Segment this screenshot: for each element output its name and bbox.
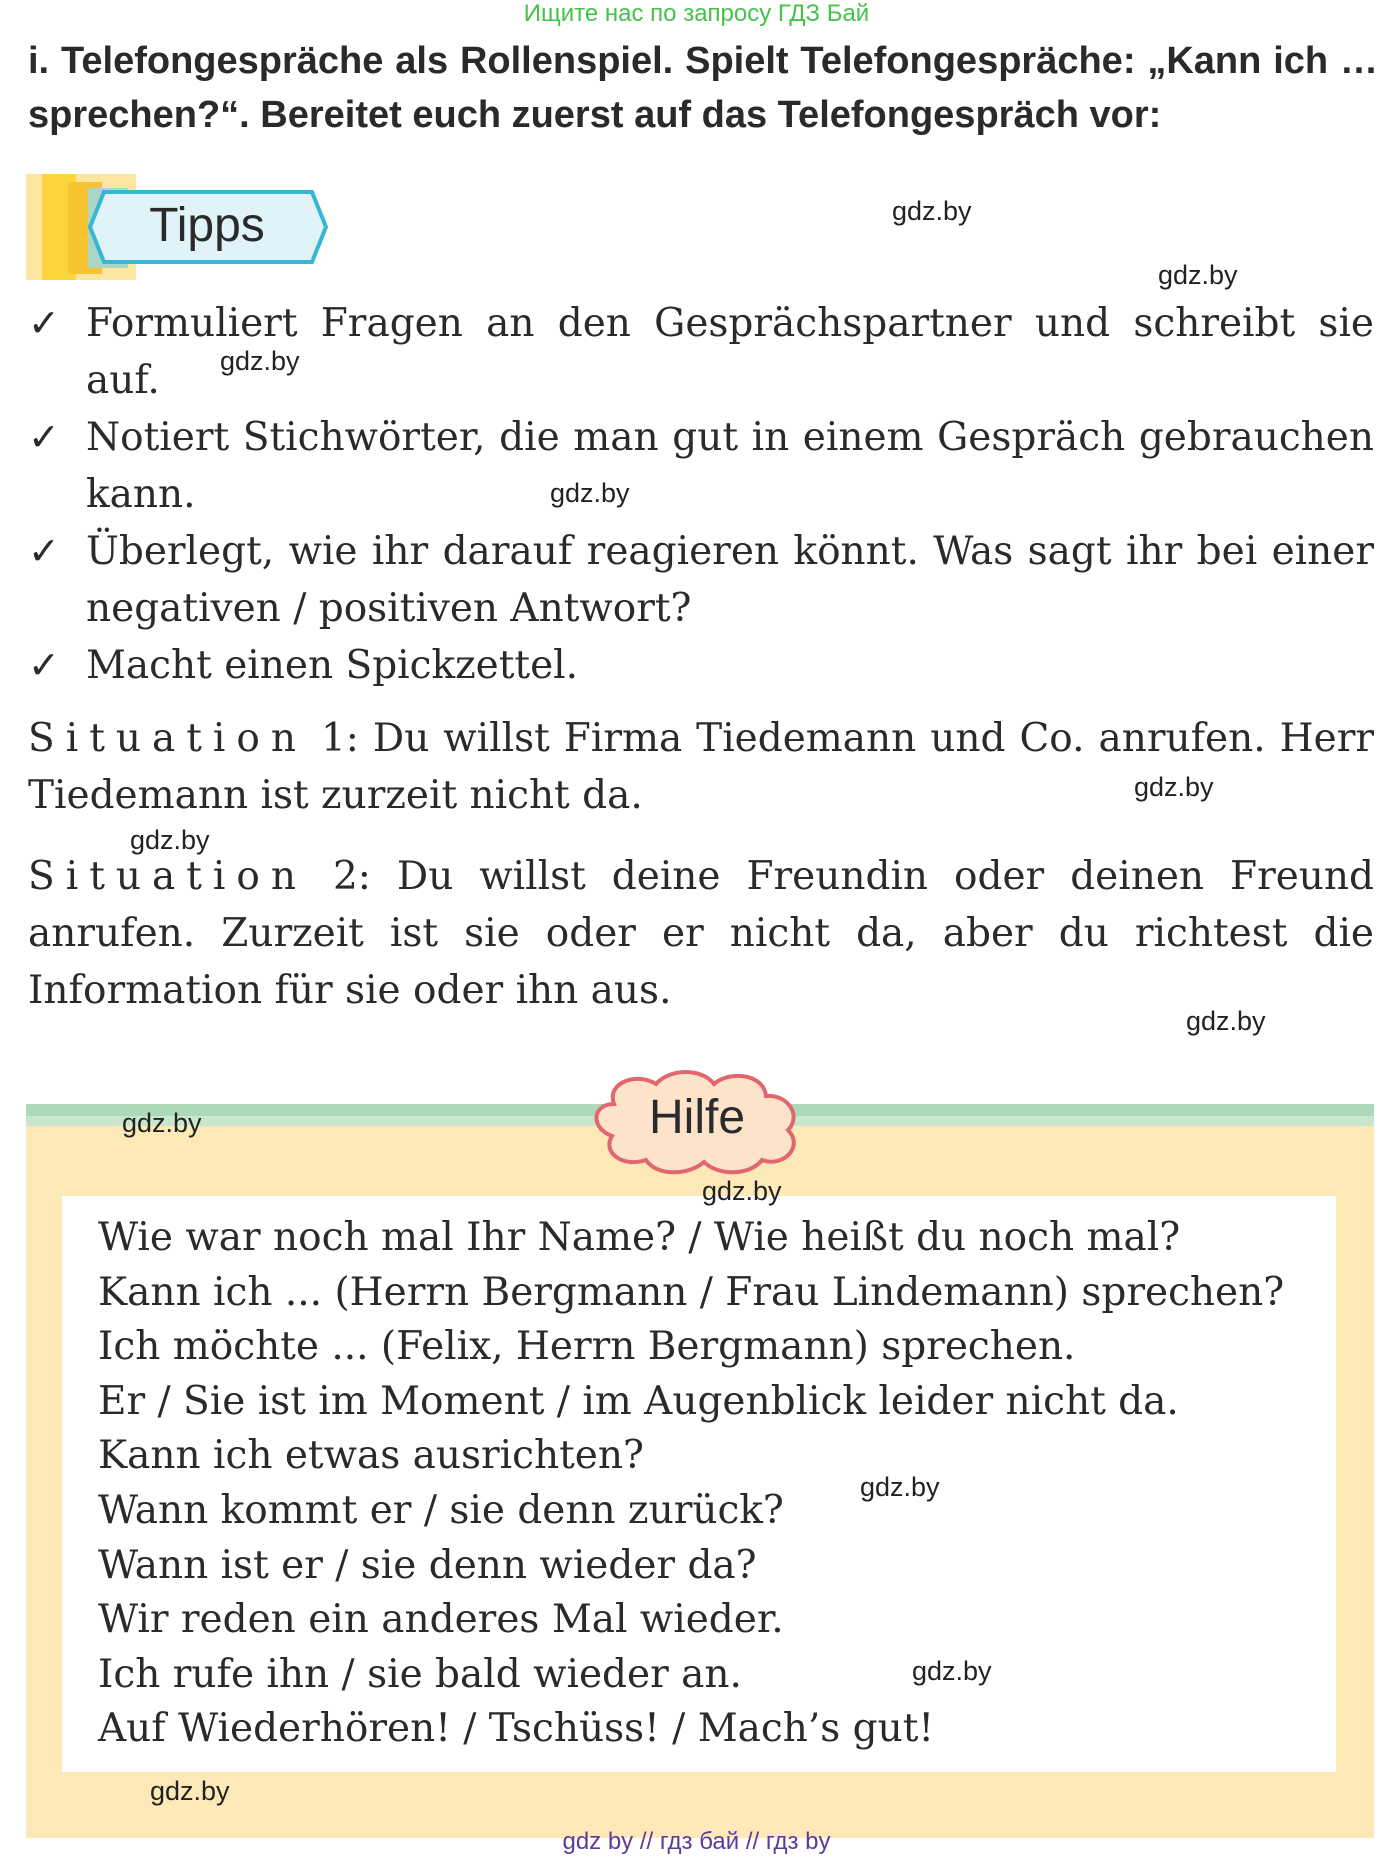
situation-2 <box>28 848 1374 1019</box>
tip-text: Formuliert Fragen an den Gesprächspartner und schreibt sie auf. <box>86 301 1374 403</box>
watermark: gdz.by <box>702 1176 782 1206</box>
situation-text: 2: Du willst deine Freundin oder deinen Freund anrufen. Zurzeit ist sie oder er nicht da, aber du richtest die Information für sie oder ihn aus. <box>28 854 1374 1013</box>
phrase-item: Ich rufe ihn / sie bald wieder an. <box>98 1651 742 1697</box>
situation-label: Situation <box>28 854 307 899</box>
phrase-item: Kann ich ... (Herrn Bergmann / Frau Lindemann) sprechen? <box>98 1269 1285 1315</box>
checkmark-icon: ✓ <box>28 415 60 459</box>
tip-item <box>28 637 1374 694</box>
watermark: gdz.by <box>122 1108 202 1138</box>
checkmark-icon: ✓ <box>28 643 60 687</box>
watermark: gdz.by <box>130 825 210 855</box>
watermark: gdz.by <box>220 346 300 376</box>
situation-text: 1: Du willst Firma Tiedemann und Co. anrufen. Herr Tiedemann ist zurzeit nicht da. <box>28 716 1374 818</box>
watermark: gdz.by <box>1158 260 1238 290</box>
hilfe-label: Hilfe <box>648 1091 746 1144</box>
footer: gdz by // гдз бай // гдз by <box>562 1828 831 1855</box>
watermark: gdz.by <box>892 196 972 226</box>
phrase-item: Wie war noch mal Ihr Name? / Wie heißt du noch mal? <box>98 1215 1181 1260</box>
top-banner: Ищите нас по запросу ГДЗ Бай <box>523 0 870 27</box>
exercise-heading: i. Telefongespräche als Rollenspiel. Spielt Telefongespräche: „Kann ich … sprechen?“. Bereitet euch zuerst auf das Telefongespräch vor: <box>28 40 1378 136</box>
checkmark-icon: ✓ <box>28 529 60 573</box>
hilfe-phrase-list <box>98 1211 1338 1757</box>
phrase-item: Er / Sie ist im Moment / im Augenblick leider nicht da. <box>98 1378 1179 1424</box>
tip-text: Macht einen Spickzettel. <box>86 643 579 688</box>
tipps-label: Tipps <box>149 199 265 252</box>
tip-text: Überlegt, wie ihr darauf reagieren könnt. Was sagt ihr bei einer negativen / positiven Antwort? <box>86 529 1374 631</box>
phrase-item: Wann kommt er / sie denn zurück? <box>98 1487 784 1533</box>
tip-text: Notiert Stichwörter, die man gut in einem Gespräch gebrauchen kann. <box>86 415 1374 517</box>
watermark: gdz.by <box>1186 1006 1266 1036</box>
phrase-item: Wann ist er / sie denn wieder da? <box>98 1542 757 1588</box>
situation-1 <box>28 710 1374 824</box>
phrase-item: Kann ich etwas ausrichten? <box>98 1433 644 1479</box>
watermark: gdz.by <box>550 478 630 508</box>
checkmark-icon: ✓ <box>28 301 60 345</box>
phrase-item: Auf Wiederhören! / Tschüss! / Mach’s gut! <box>98 1706 935 1752</box>
watermark: gdz.by <box>150 1776 230 1806</box>
tip-item <box>28 409 1374 523</box>
phrase-item: Wir reden ein anderes Mal wieder. <box>98 1597 784 1643</box>
tip-item <box>28 523 1374 637</box>
watermark: gdz.by <box>860 1472 940 1502</box>
watermark: gdz.by <box>1134 772 1214 802</box>
situation-label: Situation <box>28 716 307 761</box>
phrase-item: Ich möchte ... (Felix, Herrn Bergmann) sprechen. <box>98 1324 1076 1370</box>
watermark: gdz.by <box>912 1656 992 1686</box>
